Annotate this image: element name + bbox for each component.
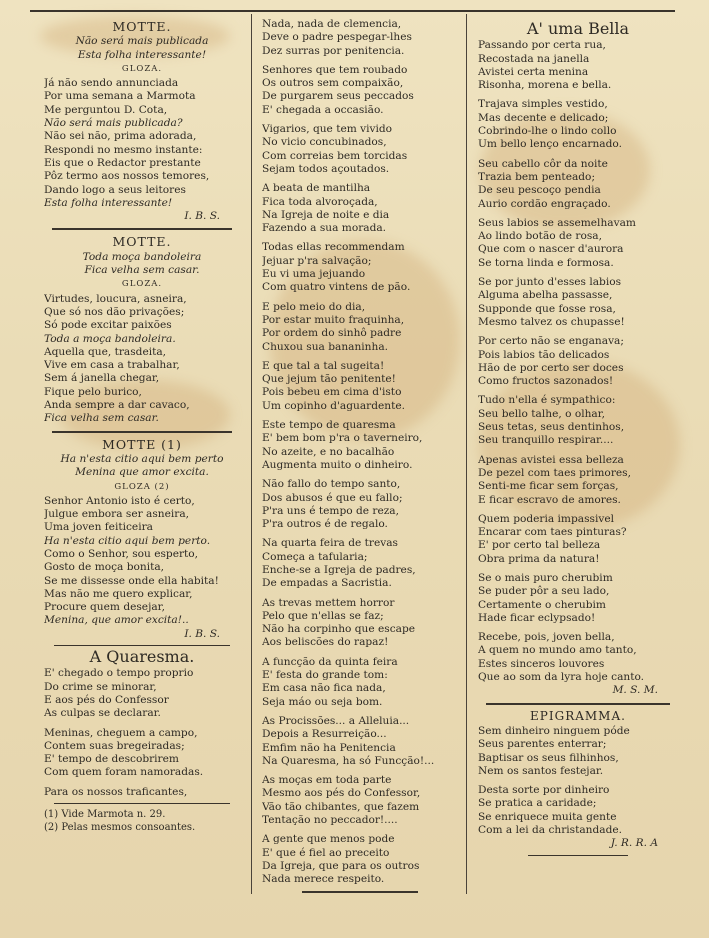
verse-line: Depois a Resurreição... — [262, 728, 387, 741]
verse-line: Seu cabello côr da noite — [478, 157, 608, 170]
quaresma-poem — [44, 647, 240, 799]
verse-line: Por estar muito fraquinha, — [262, 313, 405, 326]
verse-line: E' que é fiel ao preceito — [262, 846, 390, 859]
verse-line: As culpas se declarar. — [44, 707, 161, 720]
verse-line: Recebe, pois, joven bella, — [478, 631, 615, 644]
verse-line: (2) Pelas mesmos consoantes. — [44, 822, 196, 834]
verse-line: Passando por certa rua, — [478, 39, 606, 52]
signature: J. R. R. A — [610, 837, 658, 850]
gloza-label: GLOZA. — [121, 279, 163, 290]
epigram-poem — [478, 725, 678, 837]
verse-line: Meninas, cheguem a campo, — [44, 726, 198, 739]
poem-lines — [44, 667, 240, 799]
verse-line: De purgarem seus peccados — [262, 90, 414, 103]
verse-line: Me perguntou D. Cota, — [44, 103, 168, 116]
poem-2 — [44, 235, 240, 425]
verse-line: Só pode excitar paixões — [44, 319, 172, 332]
verse-line: Fique pelo burico, — [44, 385, 142, 398]
verse-line: Nada merece respeito. — [262, 873, 385, 886]
verse-line: Na Quaresma, ha só Funcção!... — [262, 754, 435, 767]
poem-title: A' uma Bella — [526, 19, 630, 38]
verse-line: Pois labios tão delicados — [478, 348, 610, 361]
column-1 — [44, 18, 240, 835]
verse-line: Com quem foram namoradas. — [44, 766, 204, 779]
bella-poem — [478, 39, 678, 684]
top-rule — [30, 10, 675, 12]
verse-line: Pôz termo aos nossos temores, — [44, 170, 210, 183]
verse-line: Anda sempre a dar cavaco, — [44, 399, 190, 412]
verse-line: Eu vi uma jejuando — [262, 268, 366, 281]
verse-line: (1) Vide Marmota n. 29. — [44, 809, 166, 821]
verse-line: E' bem bom p'ra o taverneiro, — [262, 432, 423, 445]
column-2 — [262, 18, 458, 897]
verse-line: Como fructos sazonados! — [478, 375, 614, 388]
verse-line: Se puder pôr a seu lado, — [478, 585, 610, 598]
verse-line: Obra prima da natura! — [478, 552, 600, 565]
verse-line: Vigarios, que tem vivido — [262, 123, 393, 136]
verse-line: E' tempo de descobrirem — [44, 753, 179, 766]
verse-line: Hão de por certo ser doces — [478, 361, 624, 374]
verse-line: Se me dissesse onde ella habita! — [44, 574, 219, 587]
verse-line: Se por junto d'esses labios — [478, 276, 622, 289]
verse-line: Ao lindo botão de rosa, — [478, 230, 602, 243]
verse-line: Augmenta muito o dinheiro. — [262, 458, 413, 471]
verse-line: Do crime se minorar, — [44, 680, 157, 693]
separator — [486, 703, 670, 705]
column-rule — [466, 14, 467, 894]
verse-line: Seu tranquillo respirar.... — [478, 434, 614, 447]
separator — [52, 431, 232, 433]
motte-line: Fica velha sem casar. — [84, 264, 200, 277]
verse-line: Contem suas bregeiradas; — [44, 739, 185, 752]
motte-title: MOTTE (1) — [102, 436, 182, 452]
verse-line: Seja máo ou seja bom. — [262, 695, 383, 708]
verse-line: Se torna linda e formosa. — [478, 256, 614, 269]
verse-line: A gente que menos pode — [262, 833, 395, 846]
verse-line: Mesmo talvez os chupasse! — [478, 315, 625, 328]
verse-line: E pelo meio do dia, — [262, 300, 366, 313]
motte-line: Menina que amor excita. — [75, 466, 209, 479]
gloza-lines — [44, 77, 240, 210]
verse-line: Emfim não ha Penitencia — [262, 741, 396, 754]
verse-line: As trevas mettem horror — [262, 596, 395, 609]
separator — [54, 803, 230, 804]
verse-line: Quem poderia impassivel — [478, 512, 614, 525]
verse-line: Se pratica a caridade; — [478, 797, 597, 810]
verse-line: Fazendo a sua morada. — [262, 222, 387, 235]
verse-line: Com quatro vintens de pão. — [262, 281, 411, 294]
verse-line: Sem á janella chegar, — [44, 372, 160, 385]
verse-line: Hade ficar eclypsado! — [478, 611, 596, 624]
verse-line: Aurio cordão engraçado. — [478, 197, 611, 210]
motte-line: Não será mais publicada — [75, 35, 209, 48]
verse-line: No azeite, e no bacalhão — [262, 445, 395, 458]
verse-line: E' chegado o tempo proprio — [44, 667, 194, 680]
verse-line: Na quarta feira de trevas — [262, 537, 398, 550]
verse-line: Gosto de moça bonita, — [44, 561, 165, 574]
verse-line: Sem dinheiro ninguem póde — [478, 724, 630, 737]
verse-line: Tentação no peccador!.... — [262, 814, 398, 827]
verse-line: Não fallo do tempo santo, — [262, 478, 401, 491]
verse-line: Procure quem desejar, — [44, 601, 165, 614]
verse-line: Se enriquece muita gente — [478, 810, 617, 823]
end-rule — [528, 855, 628, 856]
verse-line: Alguma abelha passasse, — [478, 289, 613, 302]
verse-line: Estes sinceros louvores — [478, 657, 605, 670]
verse-line: Por ordem do sinhô padre — [262, 327, 402, 340]
motte-title: MOTTE. — [112, 19, 172, 34]
verse-line: Desta sorte por dinheiro — [478, 784, 610, 797]
end-rule — [302, 891, 418, 893]
verse-line: P'ra uns é tempo de reza, — [262, 504, 399, 517]
verse-line: A beata de mantilha — [262, 182, 371, 195]
poem-1 — [44, 20, 240, 223]
verse-line: Cobrindo-lhe o lindo collo — [478, 125, 617, 138]
verse-line: Não sei não, prima adorada, — [44, 130, 197, 143]
verse-line: Vão tão chibantes, que fazem — [262, 800, 420, 813]
verse-line: Nem os santos festejar. — [478, 764, 604, 777]
verse-line: Mesmo aos pés do Confessor, — [262, 787, 421, 800]
gloza-label: GLOZA. — [121, 63, 163, 74]
verse-line: Pois bebeu em cima d'isto — [262, 386, 402, 399]
poem-title: A Quaresma. — [89, 647, 195, 667]
verse-line: De seu pescoço pendia — [478, 184, 601, 197]
verse-line: Vive em casa a trabalhar, — [44, 359, 180, 372]
verse-line: Trazia bem penteado; — [478, 170, 596, 183]
signature: I. B. S. — [184, 627, 220, 640]
verse-line: Os outros sem compaixão, — [262, 77, 404, 90]
epigram-title: EPIGRAMMA. — [530, 708, 626, 723]
verse-line: Senhor Antonio isto é certo, — [44, 494, 195, 507]
verse-line: Começa a tafularia; — [262, 550, 368, 563]
verse-line: Fica velha sem casar. — [44, 412, 159, 425]
verse-line: Seus labios se assemelhavam — [478, 216, 636, 229]
verse-line: Nada, nada de clemencia, — [262, 18, 402, 30]
verse-line: A quem no mundo amo tanto, — [478, 644, 637, 657]
motte-title: MOTTE. — [112, 234, 172, 250]
verse-line: Por uma semana a Marmota — [44, 90, 196, 103]
verse-line: Ha n'esta citio aqui bem perto. — [44, 534, 211, 547]
verse-line: Já não sendo annunciada — [44, 77, 179, 90]
motte-line: Ha n'esta citio aqui bem perto — [60, 452, 224, 465]
verse-line: E' chegada a occasião. — [262, 103, 384, 116]
verse-line: Por certo não se enganava; — [478, 335, 624, 348]
verse-line: Que com o nascer d'aurora — [478, 243, 624, 256]
verse-line: As Procissões... a Alleluia... — [262, 714, 410, 727]
verse-line: Deve o padre pespegar-lhes — [262, 31, 412, 44]
verse-line: Todas ellas recommendam — [262, 241, 405, 254]
verse-line: Seus tetas, seus dentinhos, — [478, 421, 625, 434]
motte-line: Toda moça bandoleira — [82, 250, 202, 263]
gloza-lines — [44, 293, 240, 426]
signature: I. B. S. — [184, 210, 220, 223]
verse-line: Em casa não fica nada, — [262, 682, 386, 695]
verse-line: Recostada na janella — [478, 52, 590, 65]
verse-line: Para os nossos traficantes, — [44, 785, 188, 798]
poem-3 — [44, 438, 240, 641]
verse-line: Jejuar p'ra salvação; — [262, 254, 372, 267]
verse-line: Fica toda alvoroçada, — [262, 195, 378, 208]
verse-line: Trajava simples vestido, — [478, 98, 608, 111]
verse-line: Não será mais publicada? — [44, 117, 183, 130]
verse-line: De pezel com taes primores, — [478, 466, 631, 479]
verse-line: Se o mais puro cherubim — [478, 571, 613, 584]
verse-line: Encarar com taes pinturas? — [478, 526, 627, 539]
separator — [52, 228, 232, 230]
verse-line: Virtudes, loucura, asneira, — [44, 292, 187, 305]
verse-line: Risonha, morena e bella. — [478, 79, 612, 92]
verse-line: Como o Senhor, sou esperto, — [44, 547, 199, 560]
gloza-lines — [44, 495, 240, 628]
verse-line: Seus parentes enterrar; — [478, 738, 607, 751]
gloza-label: GLOZA (2) — [114, 481, 170, 492]
verse-line: Chuxou sua bananinha. — [262, 340, 389, 353]
verse-line: A funcção da quinta feira — [262, 655, 398, 668]
verse-line: Com correias bem torcidas — [262, 149, 408, 162]
verse-line: As moças em toda parte — [262, 774, 392, 787]
verse-line: Um bello lenço encarnado. — [478, 138, 622, 151]
verse-line: Julgue embora ser asneira, — [44, 508, 190, 521]
verse-line: Não ha corpinho que escape — [262, 623, 416, 636]
verse-line: Enche-se a Igreja de padres, — [262, 563, 416, 576]
column-rule — [251, 14, 252, 894]
verse-line: Um copinho d'aguardente. — [262, 399, 405, 412]
verse-line: Sejam todos açoutados. — [262, 162, 390, 175]
verse-line: Supponde que fosse rosa, — [478, 302, 616, 315]
verse-line: Que só nos dão privações; — [44, 305, 185, 318]
verse-line: E ficar escravo de amores. — [478, 493, 621, 506]
motte-line: Esta folha interessante! — [77, 48, 207, 61]
verse-line: Avistei certa menina — [478, 65, 589, 78]
verse-line: Com a lei da christandade. — [478, 824, 623, 837]
verse-line: Eis que o Redactor prestante — [44, 156, 201, 169]
verse-line: Senti-me ficar sem forças, — [478, 480, 619, 493]
separator — [54, 645, 230, 646]
verse-line: Aos beliscões do rapaz! — [262, 636, 389, 649]
signature: M. S. M. — [612, 684, 658, 697]
verse-line: Este tempo de quaresma — [262, 419, 396, 432]
verse-line: Apenas avistei essa belleza — [478, 453, 624, 466]
verse-line: Mas não me quero explicar, — [44, 587, 193, 600]
verse-line: E aos pés do Confessor — [44, 693, 169, 706]
verse-line: Toda a moça bandoleira. — [44, 332, 176, 345]
verse-line: Uma joven feiticeira — [44, 521, 153, 534]
verse-line: Na Igreja de noite e dia — [262, 208, 390, 221]
verse-line: Aquella que, trasdeita, — [44, 345, 167, 358]
verse-line: E que tal a tal sugeita! — [262, 359, 385, 372]
verse-line: Tudo n'ella é sympathico: — [478, 394, 616, 407]
verse-line: No vicio concubinados, — [262, 136, 387, 149]
verse-line: Dando logo a seus leitores — [44, 183, 186, 196]
verse-line: Dos abusos é que eu fallo; — [262, 491, 403, 504]
verse-line: Da Igreja, que para os outros — [262, 859, 420, 872]
verse-line: Dez surras por penitencia. — [262, 44, 405, 57]
verse-line: Mas decente e delicado; — [478, 111, 609, 124]
verse-line: Seu bello talhe, o olhar, — [478, 407, 605, 420]
verse-line: Pelo que n'ellas se faz; — [262, 609, 384, 622]
quaresma-continuation — [262, 18, 458, 887]
verse-line: Menina, que amor excita!.. — [44, 614, 189, 627]
verse-line: E' por certo tal belleza — [478, 539, 601, 552]
verse-line: E' festa do grande tom: — [262, 669, 388, 682]
verse-line: De empadas a Sacristia. — [262, 577, 392, 590]
verse-line: Baptisar os seus filhinhos, — [478, 751, 619, 764]
verse-line: P'ra outros é de regalo. — [262, 518, 388, 531]
verse-line: Respondi no mesmo instante: — [44, 143, 203, 156]
verse-line: Que ao som da lyra hoje canto. — [478, 671, 645, 684]
verse-line: Esta folha interessante! — [44, 196, 173, 209]
verse-line: Que jejum tão penitente! — [262, 373, 396, 386]
verse-line: Certamente o cherubim — [478, 598, 606, 611]
column-3 — [478, 18, 678, 860]
footnotes — [44, 808, 240, 835]
verse-line: Senhores que tem roubado — [262, 63, 408, 76]
